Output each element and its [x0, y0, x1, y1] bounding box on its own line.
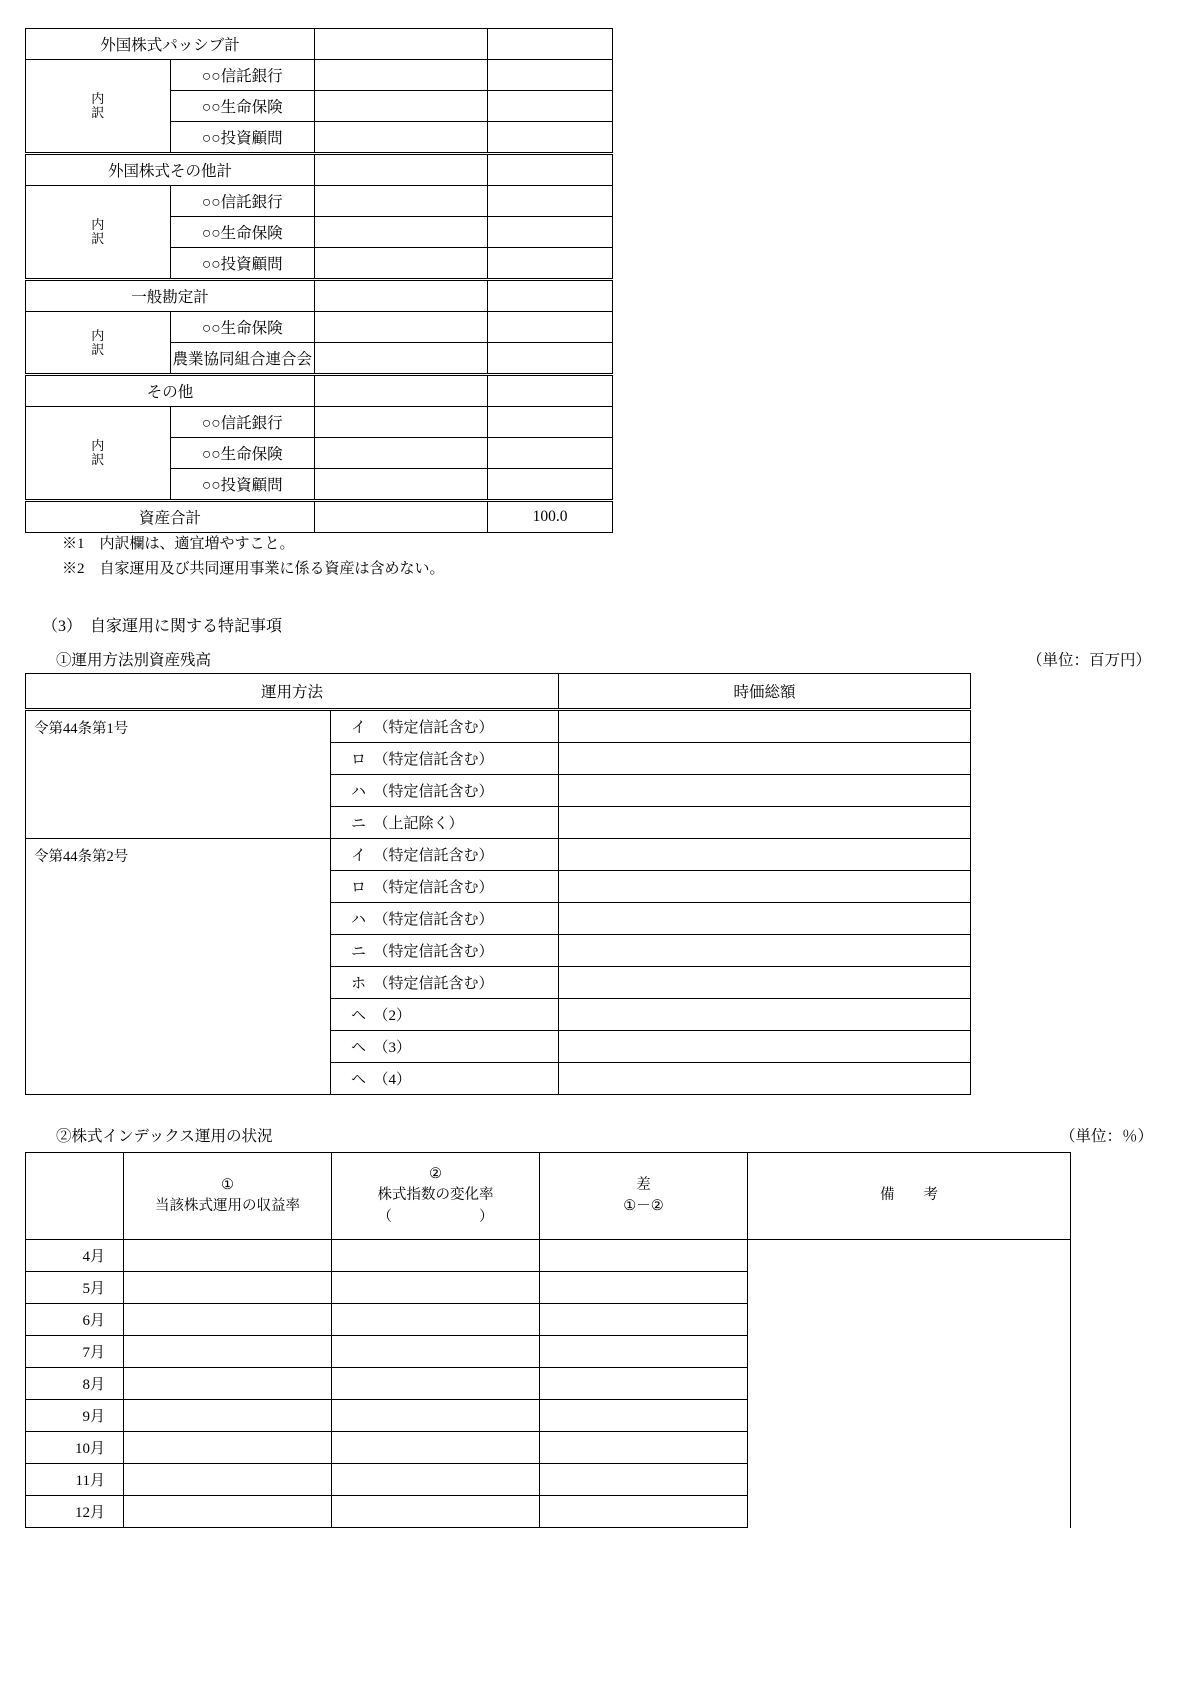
method-note: （特定信託含む）	[381, 784, 494, 800]
method-value-cell[interactable]	[559, 1031, 971, 1063]
uchiwake-char-2: 訳	[91, 231, 105, 246]
item-name-cell: ○○生命保険	[170, 217, 315, 248]
group-label-cell: 令第44条第2号	[26, 839, 331, 1095]
return-rate-cell[interactable]	[124, 1432, 332, 1464]
return-rate-cell[interactable]	[124, 1304, 332, 1336]
method-value-cell[interactable]	[559, 710, 971, 743]
uchiwake-char-1: 内	[91, 438, 105, 454]
header-month	[26, 1153, 124, 1240]
item-value1-cell[interactable]	[315, 469, 488, 501]
table-row	[26, 312, 613, 343]
header-method: 運用方法	[26, 674, 559, 710]
item-value2-cell[interactable]	[488, 469, 613, 501]
method-mark: ヘ	[351, 1040, 367, 1056]
item-value2-cell[interactable]	[488, 343, 613, 375]
month-label-cell: 9月	[26, 1400, 124, 1432]
item-name-cell: ○○生命保険	[170, 91, 315, 122]
table-header-row	[26, 1153, 1071, 1240]
method-value-cell[interactable]	[559, 903, 971, 935]
table-row	[26, 60, 613, 91]
group-value1-cell[interactable]	[315, 375, 488, 407]
method-item-cell	[331, 807, 559, 839]
method-note: （上記除く）	[381, 816, 464, 832]
method-value-cell[interactable]	[559, 935, 971, 967]
method-mark: ハ	[351, 784, 367, 800]
method-mark: ロ	[351, 880, 367, 896]
difference-cell[interactable]	[540, 1464, 748, 1496]
method-value-cell[interactable]	[559, 967, 971, 999]
item-name-cell: ○○投資顧問	[170, 248, 315, 280]
group-value2-cell[interactable]	[488, 280, 613, 312]
method-item-cell	[331, 839, 559, 871]
header-col3	[540, 1153, 748, 1240]
table-row	[26, 186, 613, 217]
item-value1-cell[interactable]	[315, 217, 488, 248]
month-label-cell: 7月	[26, 1336, 124, 1368]
month-label-cell: 11月	[26, 1464, 124, 1496]
index-change-cell[interactable]	[332, 1368, 540, 1400]
header-col1	[124, 1153, 332, 1240]
group-title-cell: 外国株式パッシブ計	[26, 29, 315, 60]
item-value2-cell[interactable]	[488, 217, 613, 248]
item-value2-cell[interactable]	[488, 91, 613, 122]
method-note: （特定信託含む）	[381, 912, 494, 928]
method-value-cell[interactable]	[559, 871, 971, 903]
item-name-cell: 農業協同組合連合会	[170, 343, 315, 375]
header-col2-index-name-blank[interactable]: （ ）	[377, 1208, 494, 1225]
return-rate-cell[interactable]	[124, 1272, 332, 1304]
header-col3-text: 差	[636, 1176, 651, 1193]
method-mark: ハ	[351, 912, 367, 928]
month-label-cell: 10月	[26, 1432, 124, 1464]
item-value2-cell[interactable]	[488, 186, 613, 217]
total-value1-cell[interactable]	[315, 501, 488, 533]
index-change-cell[interactable]	[332, 1304, 540, 1336]
difference-cell[interactable]	[540, 1432, 748, 1464]
method-value-cell[interactable]	[559, 1063, 971, 1095]
method-note: （特定信託含む）	[381, 752, 494, 768]
header-col2-text: 株式指数の変化率	[377, 1187, 494, 1204]
uchiwake-label-cell	[26, 186, 171, 280]
index-change-cell[interactable]	[332, 1400, 540, 1432]
header-remarks: 備 考	[748, 1153, 1071, 1240]
month-label-cell: 8月	[26, 1368, 124, 1400]
index-change-cell[interactable]	[332, 1464, 540, 1496]
month-label-cell: 6月	[26, 1304, 124, 1336]
subsection-2-title: ②株式インデックス運用の状況	[56, 1128, 273, 1145]
uchiwake-label-cell	[26, 407, 171, 501]
uchiwake-char-2: 訳	[91, 452, 105, 467]
subsection-1-unit-label: （単位：百万円）	[1026, 652, 1151, 669]
difference-cell[interactable]	[540, 1400, 748, 1432]
subsection-2-unit-label: （単位：％）	[1059, 1128, 1153, 1145]
return-rate-cell[interactable]	[124, 1400, 332, 1432]
item-value1-cell[interactable]	[315, 186, 488, 217]
group-value1-cell[interactable]	[315, 29, 488, 60]
return-rate-cell[interactable]	[124, 1336, 332, 1368]
method-value-cell[interactable]	[559, 807, 971, 839]
method-note: （3）	[381, 1040, 412, 1056]
method-item-cell	[331, 775, 559, 807]
method-value-cell[interactable]	[559, 999, 971, 1031]
header-total-value: 時価総額	[559, 674, 971, 710]
method-item-cell	[331, 1031, 559, 1063]
group-title-cell: その他	[26, 375, 315, 407]
item-value2-cell[interactable]	[488, 248, 613, 280]
uchiwake-char-1: 内	[91, 327, 105, 343]
header-col3-formula: ①－②	[623, 1198, 664, 1214]
group-value2-cell[interactable]	[488, 29, 613, 60]
item-value1-cell[interactable]	[315, 248, 488, 280]
method-note: （特定信託含む）	[381, 880, 494, 896]
table-row	[26, 839, 971, 871]
asset-allocation-table-wrapper	[25, 28, 613, 533]
item-name-cell: ○○信託銀行	[170, 186, 315, 217]
method-mark: ニ	[351, 816, 367, 832]
method-mark: イ	[351, 720, 367, 736]
method-note: （特定信託含む）	[381, 720, 494, 736]
index-change-cell[interactable]	[332, 1432, 540, 1464]
investment-method-table-wrapper	[25, 673, 970, 1095]
difference-cell[interactable]	[540, 1272, 748, 1304]
table-row	[26, 710, 971, 743]
method-item-cell	[331, 743, 559, 775]
method-note: （特定信託含む）	[381, 848, 494, 864]
method-item-cell	[331, 999, 559, 1031]
item-value1-cell[interactable]	[315, 122, 488, 154]
method-mark: ヘ	[351, 1072, 367, 1088]
uchiwake-char-2: 訳	[91, 341, 105, 357]
footnote-2: ※2 自家運用及び共同運用事業に係る資産は含めない。	[62, 561, 445, 577]
section-3-heading: （3） 自家運用に関する特記事項	[42, 618, 283, 635]
item-value1-cell[interactable]	[315, 60, 488, 91]
item-name-cell: ○○投資顧問	[170, 122, 315, 154]
header-col1-number: ①	[221, 1176, 234, 1193]
group-label-cell: 令第44条第1号	[26, 710, 331, 839]
return-rate-cell[interactable]	[124, 1368, 332, 1400]
method-value-cell[interactable]	[559, 775, 971, 807]
item-name-cell: ○○信託銀行	[170, 407, 315, 438]
group-value2-cell[interactable]	[488, 375, 613, 407]
stock-index-table-wrapper	[25, 1152, 1070, 1528]
index-change-cell[interactable]	[332, 1496, 540, 1528]
item-value2-cell[interactable]	[488, 407, 613, 438]
remarks-cell[interactable]	[748, 1240, 1071, 1528]
item-value1-cell[interactable]	[315, 438, 488, 469]
method-item-cell	[331, 710, 559, 743]
item-name-cell: ○○投資顧問	[170, 469, 315, 501]
month-label-cell: 5月	[26, 1272, 124, 1304]
table-row	[26, 375, 613, 407]
difference-cell[interactable]	[540, 1368, 748, 1400]
method-mark: イ	[351, 848, 367, 864]
group-value1-cell[interactable]	[315, 154, 488, 186]
index-change-cell[interactable]	[332, 1336, 540, 1368]
table-header-row	[26, 674, 971, 710]
method-item-cell	[331, 871, 559, 903]
investment-method-table	[25, 673, 971, 1095]
method-item-cell	[331, 935, 559, 967]
difference-cell[interactable]	[540, 1240, 748, 1272]
table-row-total	[26, 501, 613, 533]
uchiwake-label-cell	[26, 312, 171, 375]
uchiwake-char-1: 内	[91, 217, 105, 233]
method-value-cell[interactable]	[559, 839, 971, 871]
uchiwake-char-1: 内	[91, 91, 105, 107]
method-mark: ホ	[351, 976, 367, 992]
month-label-cell: 4月	[26, 1240, 124, 1272]
method-mark: ニ	[351, 944, 367, 960]
total-value2-cell[interactable]: 100.0	[488, 501, 613, 533]
item-value2-cell[interactable]	[488, 60, 613, 91]
method-item-cell	[331, 1063, 559, 1095]
table-row	[26, 154, 613, 186]
asset-allocation-table	[25, 28, 613, 533]
table-row	[26, 407, 613, 438]
header-col2	[332, 1153, 540, 1240]
return-rate-cell[interactable]	[124, 1464, 332, 1496]
difference-cell[interactable]	[540, 1304, 748, 1336]
method-item-cell	[331, 967, 559, 999]
subsection-1-title: ①運用方法別資産残高	[56, 652, 212, 669]
table-row	[26, 1240, 1071, 1272]
method-note: （特定信託含む）	[381, 976, 494, 992]
method-item-cell	[331, 903, 559, 935]
item-name-cell: ○○生命保険	[170, 312, 315, 343]
difference-cell[interactable]	[540, 1336, 748, 1368]
month-label-cell: 12月	[26, 1496, 124, 1528]
footnote-1: ※1 内訳欄は、適宜増やすこと。	[62, 536, 295, 552]
item-value1-cell[interactable]	[315, 312, 488, 343]
total-label-cell: 資産合計	[26, 501, 315, 533]
header-col1-text: 当該株式運用の収益率	[155, 1198, 300, 1214]
item-name-cell: ○○信託銀行	[170, 60, 315, 91]
method-mark: ヘ	[351, 1008, 367, 1024]
method-note: （2）	[381, 1008, 412, 1024]
method-value-cell[interactable]	[559, 743, 971, 775]
difference-cell[interactable]	[540, 1496, 748, 1528]
uchiwake-label-cell	[26, 60, 171, 154]
method-note: （特定信託含む）	[381, 944, 494, 960]
item-value1-cell[interactable]	[315, 407, 488, 438]
stock-index-table	[25, 1152, 1071, 1528]
item-value2-cell[interactable]	[488, 438, 613, 469]
index-change-cell[interactable]	[332, 1272, 540, 1304]
item-value2-cell[interactable]	[488, 122, 613, 154]
method-mark: ロ	[351, 752, 367, 768]
table-row	[26, 280, 613, 312]
group-title-cell: 外国株式その他計	[26, 154, 315, 186]
method-note: （4）	[381, 1072, 412, 1088]
return-rate-cell[interactable]	[124, 1240, 332, 1272]
item-value1-cell[interactable]	[315, 91, 488, 122]
group-title-cell: 一般勘定計	[26, 280, 315, 312]
group-value2-cell[interactable]	[488, 154, 613, 186]
uchiwake-char-2: 訳	[91, 105, 105, 120]
header-col2-number: ②	[429, 1166, 442, 1183]
return-rate-cell[interactable]	[124, 1496, 332, 1528]
item-value2-cell[interactable]	[488, 312, 613, 343]
item-value1-cell[interactable]	[315, 343, 488, 375]
table-row	[26, 29, 613, 60]
group-value1-cell[interactable]	[315, 280, 488, 312]
index-change-cell[interactable]	[332, 1240, 540, 1272]
item-name-cell: ○○生命保険	[170, 438, 315, 469]
